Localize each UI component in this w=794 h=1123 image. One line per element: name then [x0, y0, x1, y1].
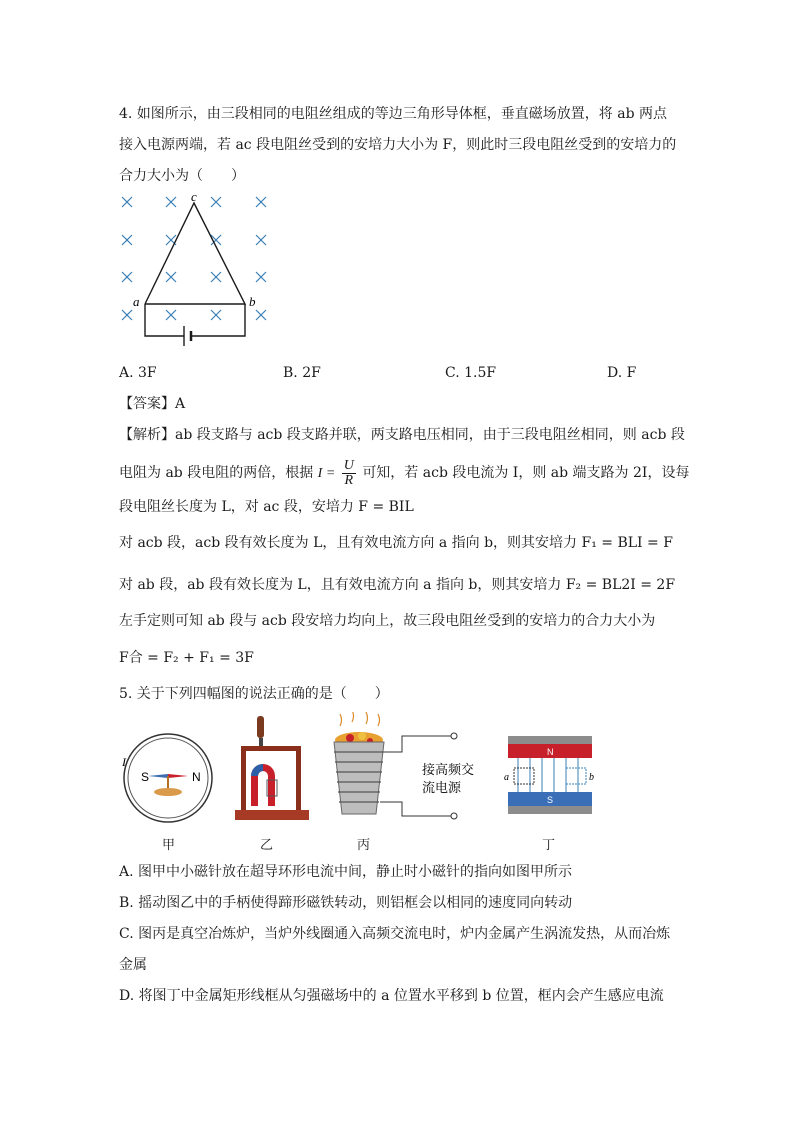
fraction-u-over-r [342, 459, 356, 488]
caption-jia: 甲 [162, 838, 176, 853]
field-lines [518, 758, 578, 792]
base-board [235, 810, 309, 820]
q4-analysis-line1: 【解析】ab 段支路与 acb 段支路并联，两支路电压相同，由于三段电阻丝相同，则 acb 段 [119, 427, 685, 443]
label-n: N [547, 747, 554, 757]
terminal [451, 813, 457, 819]
caption-ding: 丁 [542, 838, 556, 853]
furnace-body [334, 742, 384, 814]
q4-answer: 【答案】A [119, 396, 186, 412]
cross-mark [166, 310, 176, 320]
fig-yi-rotating-magnet [233, 714, 313, 830]
wooden-frame [241, 746, 301, 751]
lead-wire [384, 736, 452, 752]
q4-stem-line1: 4. 如图所示，由三段相同的电阻丝组成的等边三角形导体框，垂直磁场放置，将 ab 两点 [119, 106, 668, 122]
q4-stem-line2: 接入电源两端，若 ac 段电阻丝受到的安培力大小为 F，则此时三段电阻丝受到的安培力的 [119, 137, 677, 153]
q4-stem-line3: 合力大小为（ ） [119, 168, 245, 184]
fraction-numerator: U [343, 457, 354, 473]
cross-mark [211, 197, 221, 207]
label-c: c [191, 189, 197, 204]
q5-option-a: A. 图甲中小磁针放在超导环形电流中间，静止时小磁针的指向如图甲所示 [119, 864, 573, 880]
circuit-wire [192, 304, 245, 336]
q4-option-d: D. F [607, 365, 637, 381]
terminal [451, 733, 457, 739]
label-s: S [547, 795, 554, 805]
handle [257, 716, 264, 738]
q4-option-a: A. 3F [119, 365, 157, 381]
cross-mark [122, 235, 132, 245]
compass-needle-south [148, 774, 168, 778]
q4-analysis-line4: 对 acb 段，acb 段有效长度为 L，且有效电流方向 a 指向 b，则其安培力 F₁ = BLI = F [119, 535, 673, 551]
fig-bing-induction-furnace [322, 712, 492, 830]
q5-stem: 5. 关于下列四幅图的说法正确的是（ ） [119, 686, 389, 702]
cross-mark [211, 310, 221, 320]
frame-position-b [566, 768, 586, 784]
cross-mark [122, 310, 132, 320]
caption-bing: 丙 [357, 838, 371, 853]
label-n: N [192, 770, 201, 784]
caption-yi: 乙 [260, 838, 274, 853]
q5-option-d: D. 将图丁中金属矩形线框从匀强磁场中的 a 位置水平移到 b 位置，框内会产生感应电流 [119, 988, 664, 1004]
analysis-text: 电阻为 ab 段电阻的两倍，根据 [119, 465, 314, 481]
power-label-1: 接高频交 [422, 763, 475, 778]
q4-analysis-line5: 对 ab 段，ab 段有效长度为 L，且有效电流方向 a 指向 b，则其安培力 F₂ = BL2I = 2F [119, 577, 676, 593]
fraction-denominator: R [344, 472, 354, 488]
label-b: b [589, 772, 594, 783]
label-b: b [249, 294, 256, 309]
fig-jia-ring-current [118, 728, 218, 828]
heat-waves [340, 712, 380, 726]
cross-mark [256, 310, 266, 320]
q4-analysis-line2 [119, 455, 689, 492]
q5-option-c-line2: 金属 [119, 957, 147, 973]
q4-analysis-line7: F合 = F₂ + F₁ = 3F [119, 650, 254, 666]
frame-position-a [514, 768, 534, 784]
power-label-2: 流电源 [422, 781, 462, 796]
q4-option-c: C. 1.5F [445, 365, 497, 381]
label-a: a [504, 772, 509, 783]
label-current-i: I [122, 755, 126, 769]
lead-wire [380, 802, 452, 816]
cross-mark [122, 272, 132, 282]
analysis-text: 可知，若 acb 段电流为 I，则 ab 端支路为 2I，设每 [362, 465, 690, 481]
q5-option-b: B. 摇动图乙中的手柄使得蹄形磁铁转动，则铝框会以相同的速度同向转动 [119, 895, 573, 911]
cross-mark [122, 197, 132, 207]
q5-option-c-line1: C. 图丙是真空冶炼炉，当炉外线圈通入高频交流电时，炉内金属产生涡流发热，从而冶炼 [119, 926, 671, 942]
compass-needle-north [168, 774, 188, 778]
cross-mark [166, 272, 176, 282]
cross-mark [166, 197, 176, 207]
formula-lhs: I = [317, 466, 336, 481]
cross-mark [256, 235, 266, 245]
label-s: S [141, 770, 150, 784]
cross-mark [256, 272, 266, 282]
circuit-wire [145, 304, 184, 336]
triangle-frame [145, 203, 245, 304]
q4-option-b: B. 2F [283, 365, 321, 381]
compass-base [154, 788, 182, 796]
cross-mark [256, 197, 266, 207]
fig-ding-uniform-field [500, 732, 600, 824]
label-a: a [133, 294, 140, 309]
cross-mark [211, 272, 221, 282]
q4-analysis-line6: 左手定则可知 ab 段与 acb 段安培力均向上，故三段电阻丝受到的安培力的合力大小为 [119, 613, 656, 629]
q4-triangle-figure [112, 188, 282, 358]
q4-analysis-line3: 段电阻丝长度为 L，对 ac 段，安培力 F = BIL [119, 499, 414, 515]
